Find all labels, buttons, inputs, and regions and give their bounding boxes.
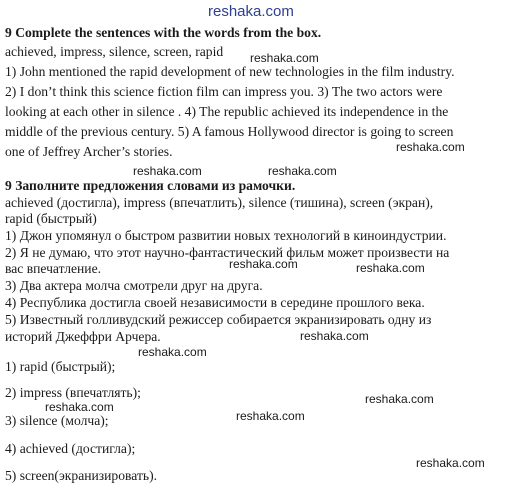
answer-item: 2) impress (впечатлять); [5,385,141,400]
answer-item: 1) rapid (быстрый); [5,359,116,374]
sentence-line-ru: 5) Известный голливудский режиссер собирается экранизировать одну из [5,312,432,327]
watermark: reshaka.com [356,261,425,275]
watermark: reshaka.com [416,456,485,470]
watermark: reshaka.com [236,409,305,423]
watermark: reshaka.com [365,392,434,406]
watermark: reshaka.com [229,257,298,271]
word-box-en: achieved, impress, silence, screen, rapid [5,44,224,59]
sentence-line-en: one of Jeffrey Archer’s stories. [5,144,173,159]
sentence-line-ru: 3) Два актера молча смотрели друг на друга. [5,278,263,293]
sentence-line-ru: 1) Джон упомянул о быстром развитии новых технологий в киноиндустрии. [5,228,447,243]
sentence-line-en: looking at each other in silence . 4) The republic achieved its independence in the [5,104,449,119]
answer-item: 3) silence (молча); [5,413,109,428]
watermark: reshaka.com [268,164,337,178]
exercise-heading-ru: 9 Заполните предложения словами из рамочки. [5,178,296,193]
word-box-ru: achieved (достигла), impress (впечатлить), silence (тишина), screen (экран), [5,195,434,210]
sentence-line-en: 2) I don’t think this science fiction film can impress you. 3) The two actors were [5,84,443,99]
answer-item: 5) screen(экранизировать). [5,468,158,483]
watermark: reshaka.com [250,51,319,65]
sentence-line-en: middle of the previous century. 5) A famous Hollywood director is going to screen [5,124,454,139]
sentence-line-en: 1) John mentioned the rapid development of new technologies in the film industry. [5,64,455,79]
watermark-top[interactable]: reshaka.com [208,3,294,20]
watermark: reshaka.com [133,164,202,178]
sentence-line-ru: историй Джеффри Арчера. [5,329,161,344]
watermark: reshaka.com [396,140,465,154]
word-box-ru: rapid (быстрый) [5,211,97,226]
watermark: reshaka.com [45,400,114,414]
watermark: reshaka.com [138,345,207,359]
exercise-heading-en: 9 Complete the sentences with the words from the box. [5,25,322,40]
sentence-line-ru: вас впечатление. [5,261,102,276]
watermark: reshaka.com [300,329,369,343]
answer-item: 4) achieved (достигла); [5,441,136,456]
sentence-line-ru: 2) Я не думаю, что этот научно-фантастический фильм может произвести на [5,245,450,260]
sentence-line-ru: 4) Республика достигла своей независимости в середине прошлого века. [5,295,425,310]
